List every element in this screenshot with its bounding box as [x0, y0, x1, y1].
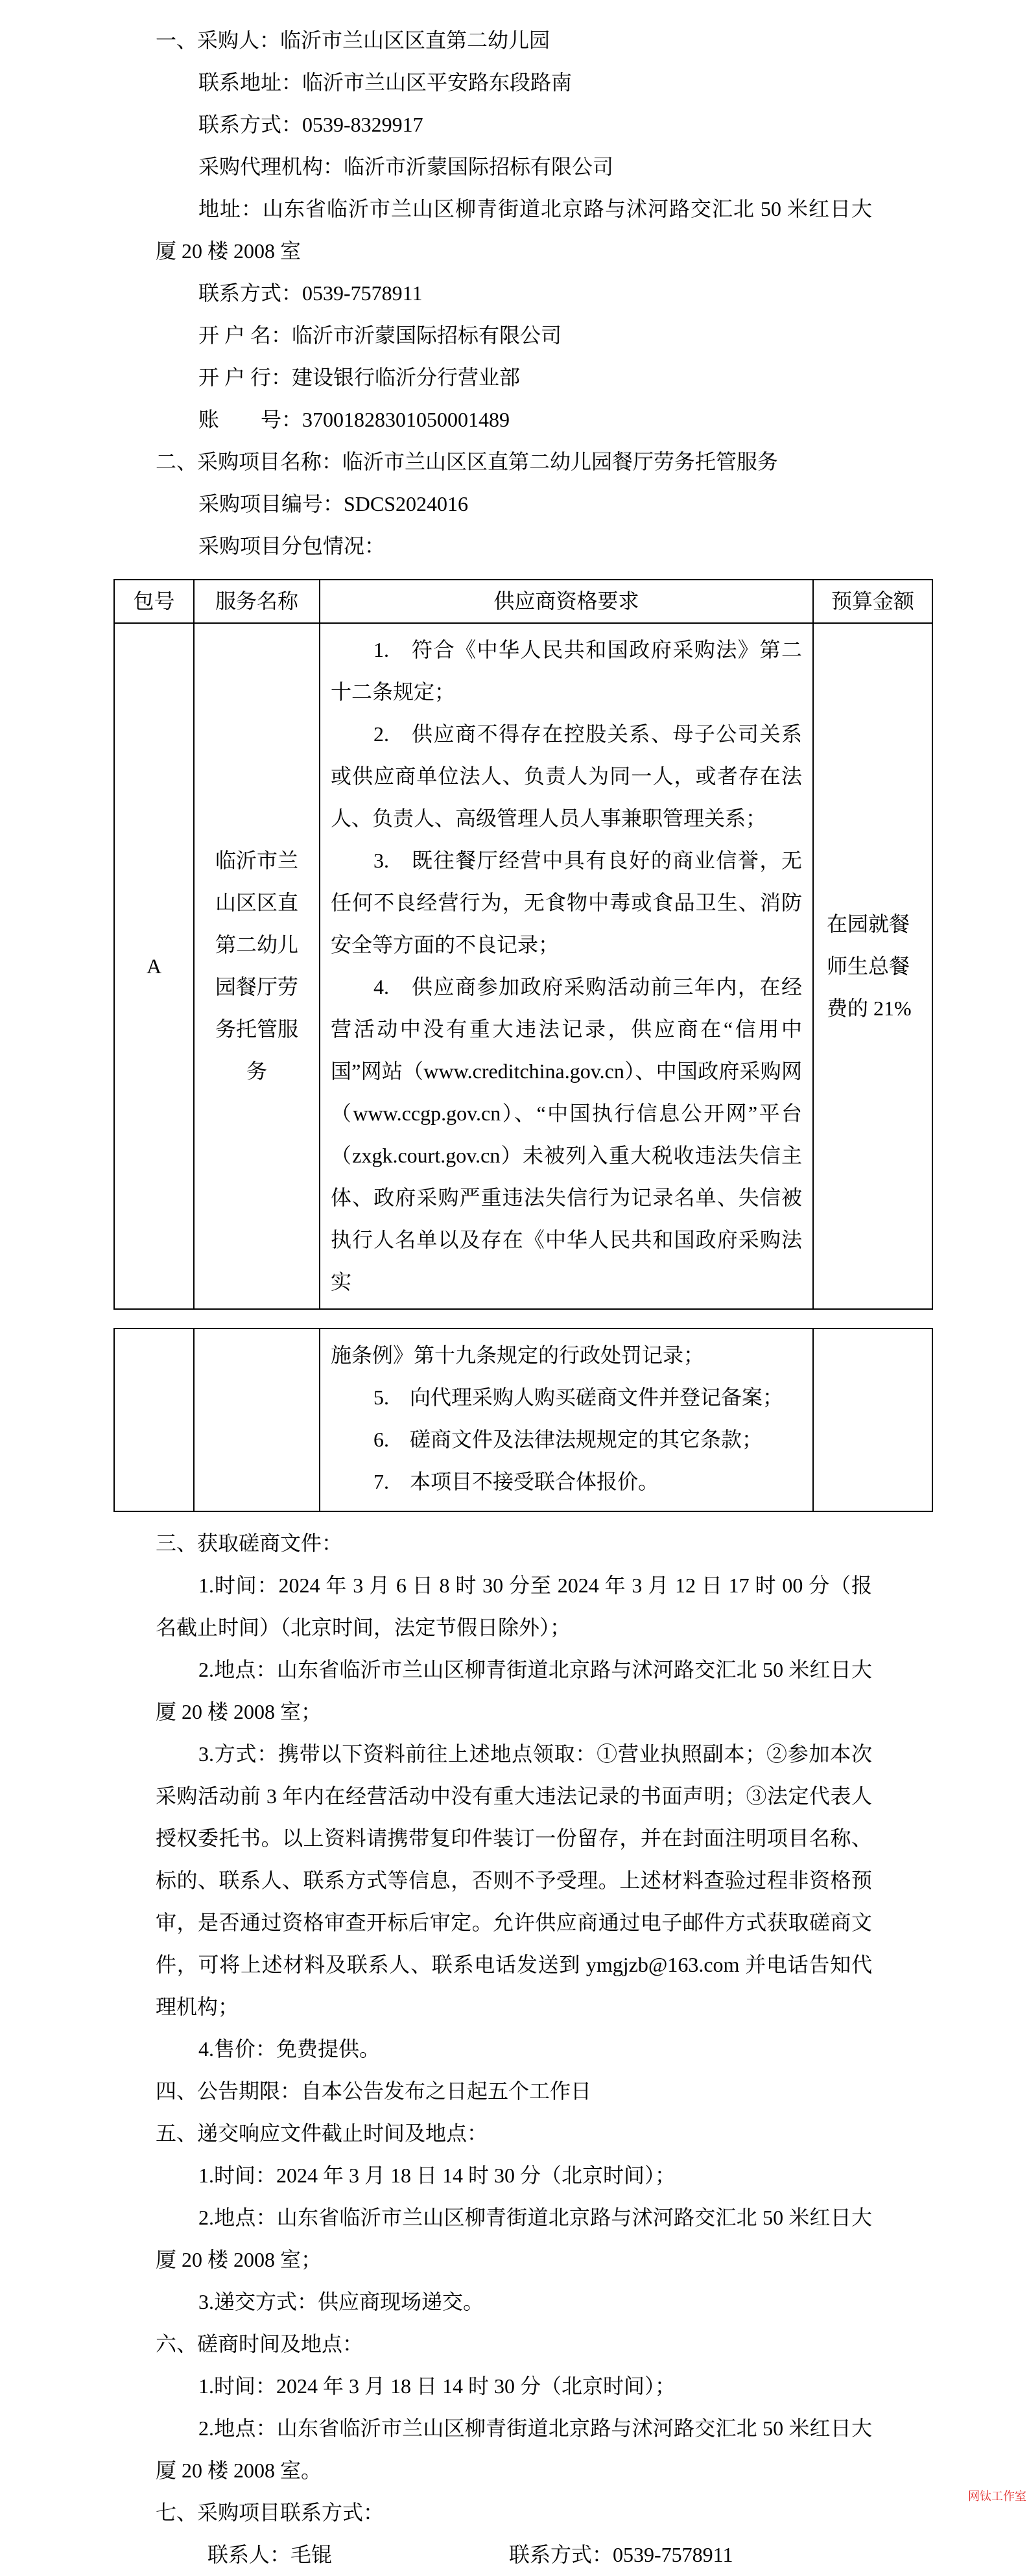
- requirement-item-1: 1. 符合《中华人民共和国政府采购法》第二十二条规定；: [331, 638, 802, 703]
- section4-heading: 四、公告期限：自本公告发布之日起五个工作日: [156, 2079, 592, 2103]
- section7-heading: 七、采购项目联系方式：: [156, 2501, 384, 2524]
- service-name-cell-empty: [194, 1329, 320, 1511]
- table-row: [114, 623, 932, 1309]
- package-no-cell: A: [114, 623, 194, 1309]
- requirement-item-5: 5. 向代理采购人购买磋商文件并登记备案；: [373, 1386, 784, 1409]
- requirement-item-4: 4. 供应商参加政府采购活动前三年内，在经营活动中没有重大违法记录，供应商在“信用中国”网站（www.creditchina.gov.cn）、中国政府采购网（www.ccgp.gov.cn）、“中国执行信息公开网”平台（zxgk.court.gov.cn）未被列入重大税收违法失信主体、政府采购严重违法失信行为记录名单、失信被执行人名单以及存在《中华人民共和国政府采购法实: [331, 975, 802, 1294]
- service-name-cell: 临沂市兰山区区直第二幼儿园餐厅劳务托管服务: [194, 623, 320, 1309]
- studio-watermark: 网钛工作室: [968, 2490, 1026, 2503]
- submission-method: 3.递交方式：供应商现场递交。: [198, 2290, 484, 2313]
- doc-price: 4.售价：免费提供。: [198, 2037, 381, 2061]
- column-header-package-no: 包号: [114, 580, 194, 623]
- requirement-item-4-continued: 施条例》第十九条规定的行政处罚记录；: [331, 1343, 705, 1367]
- requirement-item-6: 6. 磋商文件及法律法规规定的其它条款；: [373, 1428, 763, 1451]
- doc-obtain-method: 3.方式：携带以下资料前往上述地点领取：①营业执照副本；②参加本次采购活动前 3 年内在经营活动中没有重大违法记录的书面声明；③法定代表人授权委托书。以上资料请携带复印件装订一份留存，并在封面注明项目名称、标的、联系人、联系方式等信息，否则不予受理。上述材料查验过程非资格预审，是否通过资格审查开标后审定。允许供应商通过电子邮件方式获取磋商文件，可将上述材料及联系人、联系电话发送到 ymgjzb@163.com 并电话告知代理机构；: [156, 1742, 872, 2018]
- package-table-continuation: [113, 1328, 933, 1512]
- agency-name: 采购代理机构：临沂市沂蒙国际招标有限公司: [198, 155, 614, 178]
- agency-phone: 联系方式：0539-7578911: [198, 281, 423, 305]
- section6-heading: 六、磋商时间及地点：: [156, 2332, 364, 2356]
- project-number: 采购项目编号：SDCS2024016: [198, 492, 469, 515]
- project-lots-label: 采购项目分包情况：: [198, 534, 386, 558]
- budget-cell-empty: [813, 1329, 932, 1511]
- agency-address: 地址：山东省临沂市兰山区柳青街道北京路与沭河路交汇北 50 米红日大厦 20 楼 2008 室: [156, 197, 872, 263]
- package-table: [113, 579, 933, 1310]
- table-header-row: [114, 580, 932, 623]
- bank-branch: 开 户 行：建设银行临沂分行营业部: [198, 366, 521, 389]
- requirements-cell: [320, 623, 813, 1309]
- column-header-budget: 预算金额: [813, 580, 932, 623]
- package-no-cell-empty: [114, 1329, 194, 1511]
- doc-obtain-time: 1.时间：2024 年 3 月 6 日 8 时 30 分至 2024 年 3 月 12 日 17 时 00 分（报名截止时间）（北京时间，法定节假日除外）；: [156, 1574, 872, 1639]
- section2-heading: 二、采购项目名称：临沂市兰山区区直第二幼儿园餐厅劳务托管服务: [156, 450, 779, 473]
- submission-deadline-time: 1.时间：2024 年 3 月 18 日 14 时 30 分（北京时间）；: [198, 2164, 676, 2187]
- negotiation-place: 2.地点：山东省临沂市兰山区柳青街道北京路与沭河路交汇北 50 米红日大厦 20 楼 2008 室。: [156, 2416, 872, 2482]
- column-header-requirements: 供应商资格要求: [320, 580, 813, 623]
- requirement-item-3: 3. 既往餐厅经营中具有良好的商业信誉，无任何不良经营行为，无食物中毒或食品卫生、消防安全等方面的不良记录；: [331, 849, 802, 956]
- bank-account-number: 账 号：37001828301050001489: [198, 408, 510, 431]
- buyer-contact-address: 联系地址：临沂市兰山区平安路东段路南: [198, 71, 573, 94]
- budget-cell: 在园就餐师生总餐费的 21%: [813, 623, 932, 1309]
- post-table-sections: [156, 1522, 872, 2576]
- column-header-service-name: 服务名称: [194, 580, 320, 623]
- negotiation-time: 1.时间：2024 年 3 月 18 日 14 时 30 分（北京时间）；: [198, 2374, 676, 2398]
- requirement-item-2: 2. 供应商不得存在控股关系、母子公司关系或供应商单位法人、负责人为同一人，或者存在法人、负责人、高级管理人员人事兼职管理关系；: [331, 722, 802, 830]
- table-continuation-row: [114, 1329, 932, 1511]
- section3-heading: 三、获取磋商文件：: [156, 1531, 343, 1555]
- buyer-contact-phone: 联系方式：0539-8329917: [198, 113, 423, 136]
- submission-place: 2.地点：山东省临沂市兰山区柳青街道北京路与沭河路交汇北 50 米红日大厦 20 楼 2008 室；: [156, 2206, 872, 2271]
- doc-obtain-place: 2.地点：山东省临沂市兰山区柳青街道北京路与沭河路交汇北 50 米红日大厦 20 楼 2008 室；: [156, 1658, 872, 1723]
- requirements-continuation-cell: [320, 1329, 813, 1511]
- contact-phone: 联系方式：0539-7578911: [509, 2543, 733, 2566]
- section1-heading: 一、采购人：临沂市兰山区区直第二幼儿园: [156, 29, 550, 52]
- bank-account-name: 开 户 名：临沂市沂蒙国际招标有限公司: [198, 324, 562, 347]
- requirement-item-7: 7. 本项目不接受联合体报价。: [373, 1470, 659, 1493]
- contact-line: [156, 2534, 872, 2576]
- section5-heading: 五、递交响应文件截止时间及地点：: [156, 2121, 488, 2145]
- contact-person: 联系人：毛锟: [207, 2543, 333, 2566]
